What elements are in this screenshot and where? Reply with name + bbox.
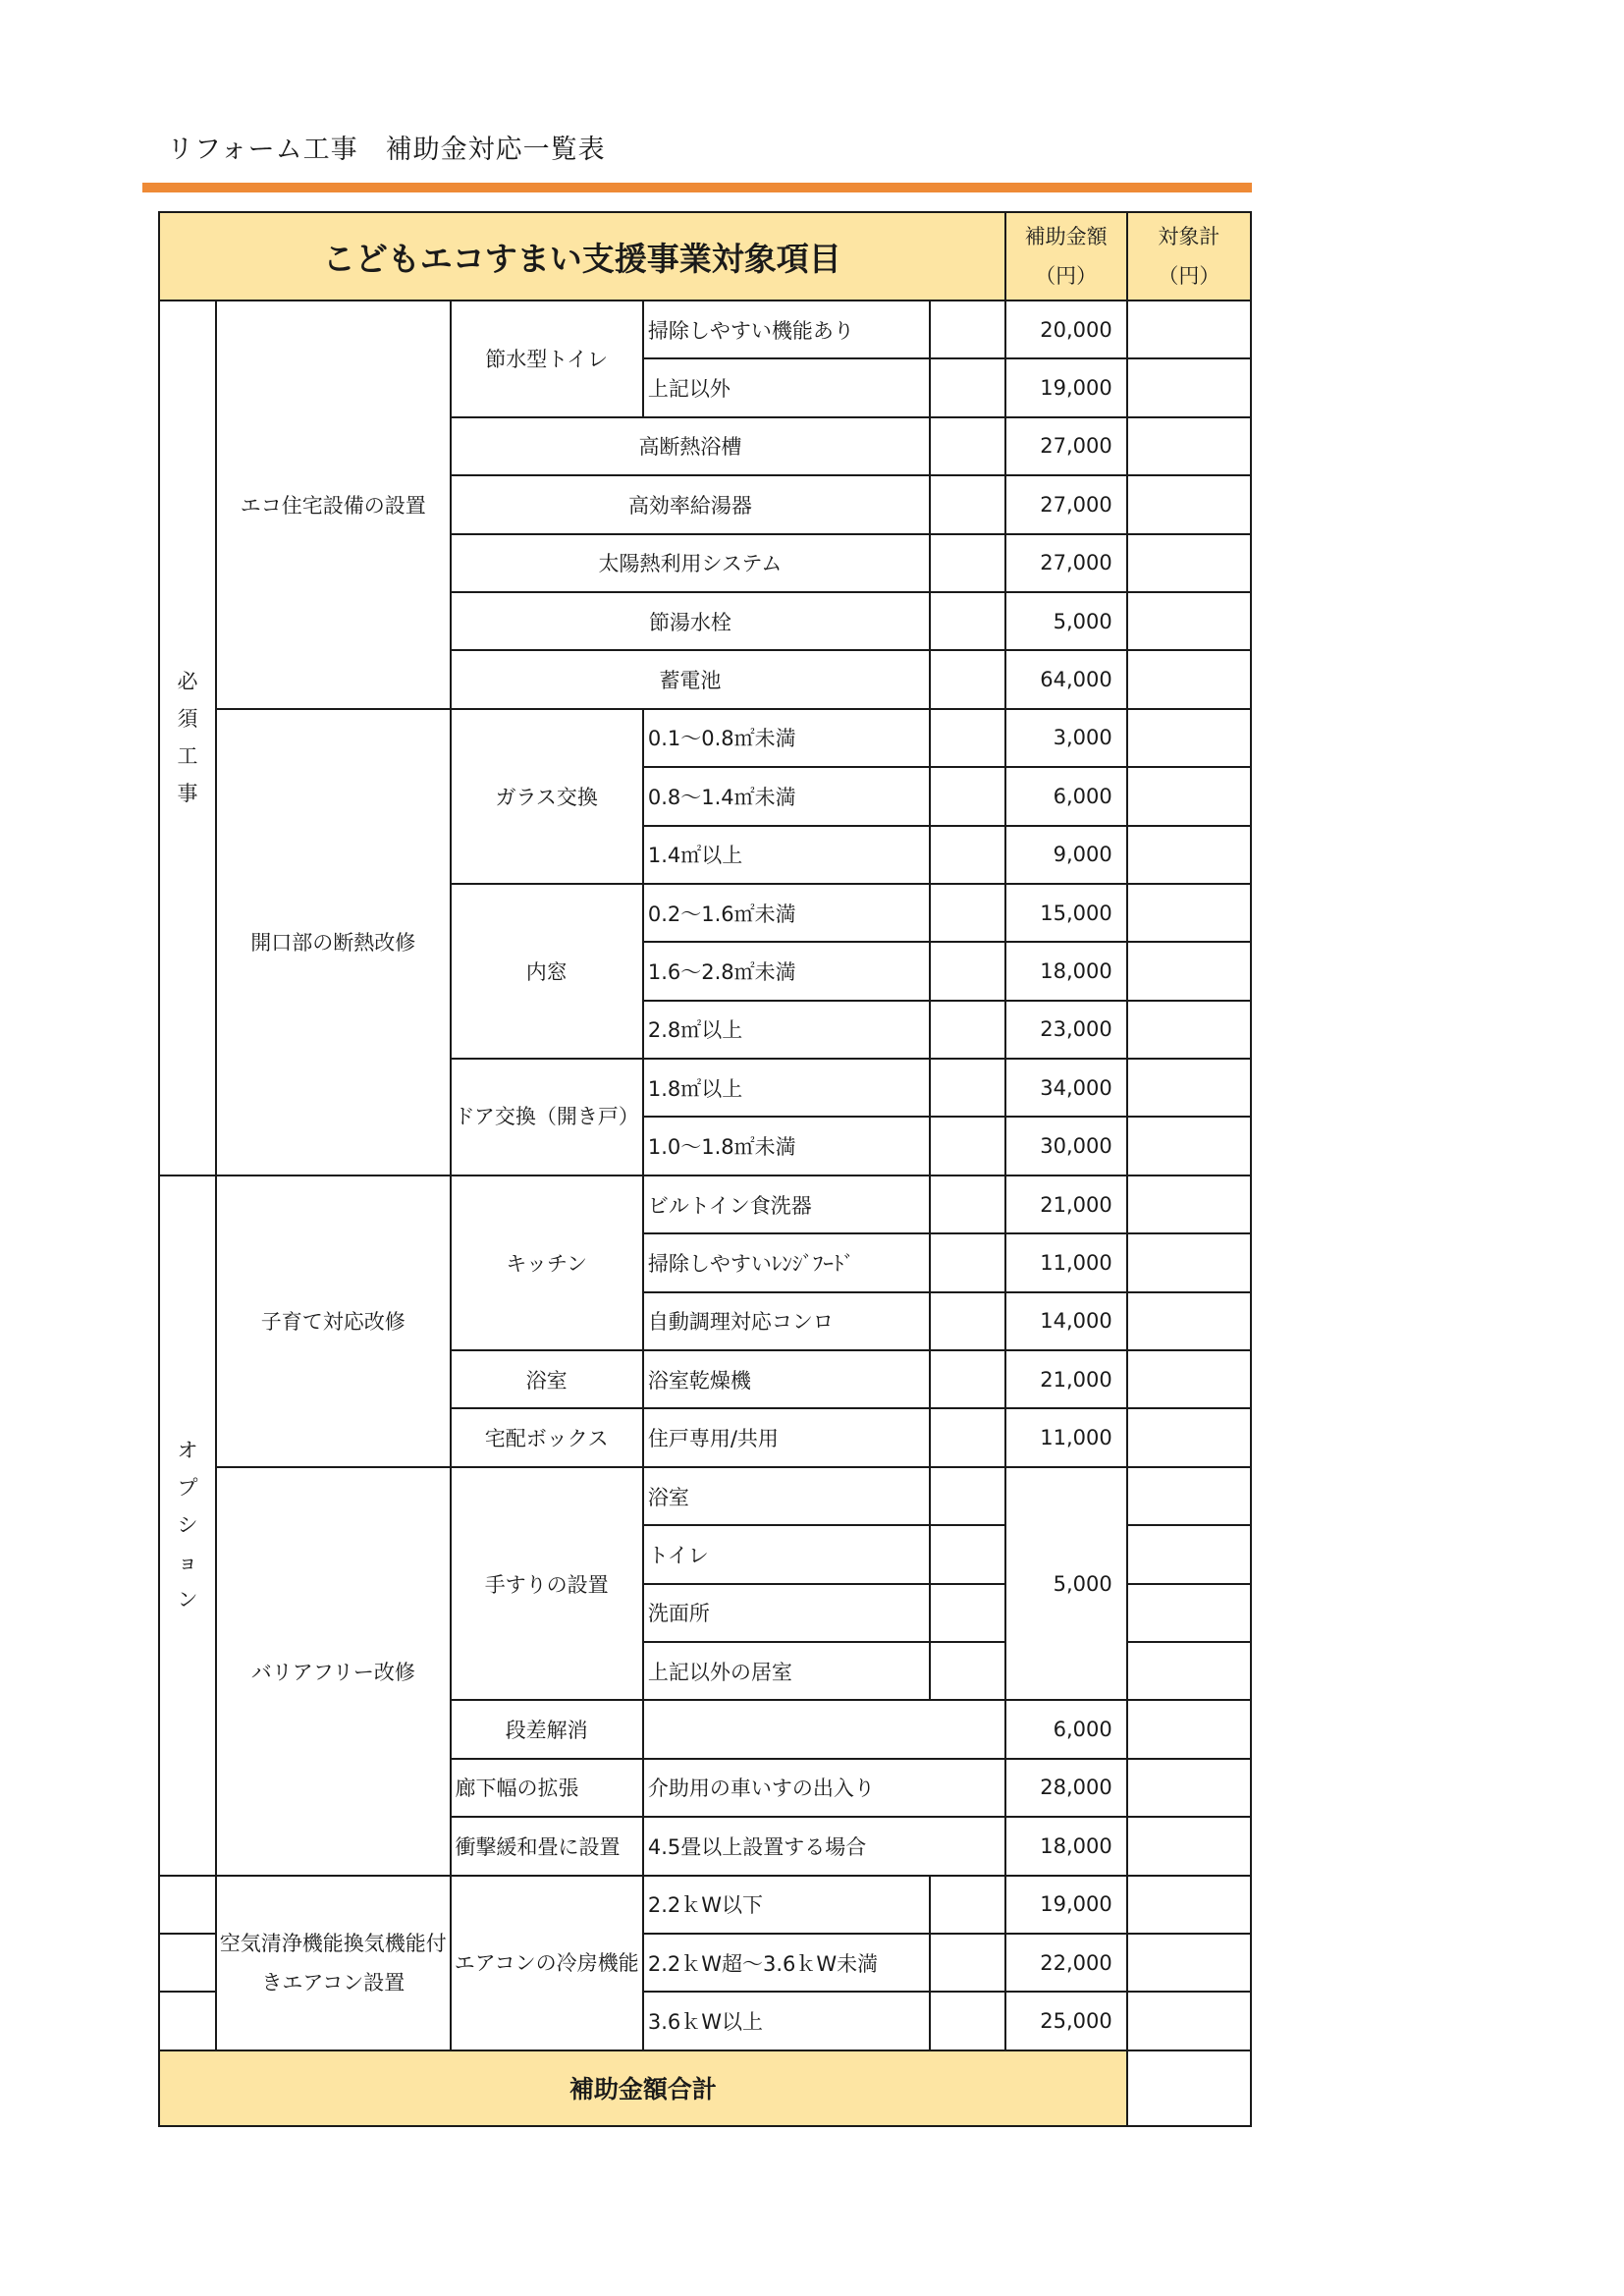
sub-kitchen-cell: キッチン xyxy=(451,1175,643,1350)
item-label: 洗面所 xyxy=(643,1584,931,1642)
total-input-cell[interactable] xyxy=(1127,1292,1251,1350)
amount-cell: 19,000 xyxy=(1005,1876,1127,1934)
blank-cell xyxy=(930,592,1004,650)
item-label: 1.8㎡以上 xyxy=(643,1059,931,1117)
blank-cell xyxy=(930,1233,1004,1291)
total-input-cell[interactable] xyxy=(1127,1350,1251,1408)
header-amount-unit: （円） xyxy=(1035,264,1098,288)
blank-cell xyxy=(930,475,1004,533)
blank-cell xyxy=(930,1292,1004,1350)
group-option-label: オプション xyxy=(177,1439,198,1613)
table-row xyxy=(159,1467,1251,1525)
amount-cell: 11,000 xyxy=(1005,1233,1127,1291)
item-label: 自動調理対応コンロ xyxy=(643,1292,931,1350)
total-input-cell[interactable] xyxy=(1127,301,1251,358)
total-input-cell[interactable] xyxy=(1127,1059,1251,1117)
amount-cell: 5,000 xyxy=(1005,1467,1127,1701)
check-cell[interactable] xyxy=(159,1934,216,1992)
item-label: 2.2ｋW超～3.6ｋW未満 xyxy=(643,1934,931,1992)
blank-cell xyxy=(930,767,1004,825)
blank-cell xyxy=(930,301,1004,358)
item-label: 0.8～1.4㎡未満 xyxy=(643,767,931,825)
table-row xyxy=(159,1876,1251,1934)
category-barrier-cell: バリアフリー改修 xyxy=(216,1467,450,1876)
category-child-cell: 子育て対応改修 xyxy=(216,1175,450,1467)
sub-aircon-cell: エアコンの冷房機能 xyxy=(451,1876,643,2050)
amount-cell: 22,000 xyxy=(1005,1934,1127,1992)
amount-cell: 18,000 xyxy=(1005,1817,1127,1875)
sub-door-cell: ドア交換（開き戸） xyxy=(451,1059,643,1175)
blank-cell xyxy=(930,1525,1004,1583)
item-label: 0.2～1.6㎡未満 xyxy=(643,884,931,942)
document-title: リフォーム工事 補助金対応一覧表 xyxy=(167,135,606,165)
item-label: 2.2ｋW以下 xyxy=(643,1876,931,1934)
total-input-cell[interactable] xyxy=(1127,709,1251,767)
item-label: 高断熱浴槽 xyxy=(451,417,931,475)
item-label: 1.0～1.8㎡未満 xyxy=(643,1117,931,1175)
table-row xyxy=(159,709,1251,767)
amount-cell: 21,000 xyxy=(1005,1175,1127,1233)
blank-cell xyxy=(930,1175,1004,1233)
total-input-cell[interactable] xyxy=(1127,1001,1251,1059)
amount-cell: 14,000 xyxy=(1005,1292,1127,1350)
item-label: 1.6～2.8㎡未満 xyxy=(643,942,931,1000)
blank-cell xyxy=(930,1467,1004,1525)
amount-cell: 11,000 xyxy=(1005,1408,1127,1466)
total-input-cell[interactable] xyxy=(1127,1233,1251,1291)
total-input-cell[interactable] xyxy=(1127,1525,1251,1583)
sub-step-cell: 段差解消 xyxy=(451,1700,643,1758)
amount-cell: 30,000 xyxy=(1005,1117,1127,1175)
check-cell[interactable] xyxy=(159,1992,216,2050)
group-option-cell xyxy=(159,1175,216,1876)
header-main-cell xyxy=(159,212,1005,301)
amount-cell: 27,000 xyxy=(1005,475,1127,533)
amount-cell: 9,000 xyxy=(1005,826,1127,884)
total-input-cell[interactable] xyxy=(1127,1759,1251,1817)
blank-cell xyxy=(930,358,1004,416)
sub-corridor-cell: 廊下幅の拡張 xyxy=(451,1759,643,1817)
total-input-cell[interactable] xyxy=(1127,1175,1251,1233)
blank-cell xyxy=(930,1350,1004,1408)
blank-cell xyxy=(643,1700,1005,1758)
item-label: 上記以外 xyxy=(643,358,931,416)
subsidy-table xyxy=(158,211,1252,2127)
amount-cell: 28,000 xyxy=(1005,1759,1127,1817)
total-input-cell[interactable] xyxy=(1127,1700,1251,1758)
header-amount-cell xyxy=(1005,212,1127,301)
grand-total-cell[interactable] xyxy=(1127,2050,1251,2126)
total-input-cell[interactable] xyxy=(1127,1934,1251,1992)
header-amount-label: 補助金額 xyxy=(1024,225,1108,248)
total-input-cell[interactable] xyxy=(1127,1992,1251,2050)
blank-cell xyxy=(930,1584,1004,1642)
item-label: 掃除しやすい機能あり xyxy=(643,301,931,358)
total-input-cell[interactable] xyxy=(1127,358,1251,416)
total-input-cell[interactable] xyxy=(1127,417,1251,475)
blank-cell xyxy=(930,1992,1004,2050)
check-cell[interactable] xyxy=(159,1876,216,1934)
total-input-cell[interactable] xyxy=(1127,1117,1251,1175)
header-total-label: 対象計 xyxy=(1158,225,1220,248)
title-underline xyxy=(142,183,1252,192)
blank-cell xyxy=(930,1408,1004,1466)
sub-handrail-cell: 手すりの設置 xyxy=(451,1467,643,1701)
footer-label-cell xyxy=(159,2050,1127,2126)
item-label: 太陽熱利用システム xyxy=(451,534,931,592)
total-input-cell[interactable] xyxy=(1127,475,1251,533)
amount-cell: 3,000 xyxy=(1005,709,1127,767)
amount-cell: 5,000 xyxy=(1005,592,1127,650)
group-required-cell xyxy=(159,301,216,1175)
total-input-cell[interactable] xyxy=(1127,942,1251,1000)
blank-cell xyxy=(930,1876,1004,1934)
group-required-label: 必須工事 xyxy=(177,670,198,806)
amount-cell: 25,000 xyxy=(1005,1992,1127,2050)
amount-cell: 6,000 xyxy=(1005,767,1127,825)
header-row xyxy=(159,212,1251,301)
table-row xyxy=(159,301,1251,358)
item-label: 0.1～0.8㎡未満 xyxy=(643,709,931,767)
header-total-unit: （円） xyxy=(1158,264,1220,288)
amount-cell: 15,000 xyxy=(1005,884,1127,942)
item-label: トイレ xyxy=(643,1525,931,1583)
blank-cell xyxy=(930,1001,1004,1059)
sub-shock-cell: 衝撃緩和畳に設置 xyxy=(451,1817,643,1875)
item-label: 浴室乾燥機 xyxy=(643,1350,931,1408)
footer-label: 補助金額合計 xyxy=(568,2075,717,2105)
item-label: 住戸専用/共用 xyxy=(643,1408,931,1466)
sub-delivery-cell: 宅配ボックス xyxy=(451,1408,643,1466)
total-input-cell[interactable] xyxy=(1127,884,1251,942)
total-input-cell[interactable] xyxy=(1127,534,1251,592)
sub-toilet-cell: 節水型トイレ xyxy=(451,301,643,417)
total-input-cell[interactable] xyxy=(1127,826,1251,884)
header-total-cell xyxy=(1127,212,1251,301)
table-row xyxy=(159,1175,1251,1233)
blank-cell xyxy=(930,1059,1004,1117)
blank-cell xyxy=(930,884,1004,942)
item-label: 4.5畳以上設置する場合 xyxy=(643,1817,1005,1875)
blank-cell xyxy=(930,826,1004,884)
total-input-cell[interactable] xyxy=(1127,1876,1251,1934)
total-input-cell[interactable] xyxy=(1127,1817,1251,1875)
amount-cell: 6,000 xyxy=(1005,1700,1127,1758)
item-label: 1.4㎡以上 xyxy=(643,826,931,884)
amount-cell: 34,000 xyxy=(1005,1059,1127,1117)
total-input-cell[interactable] xyxy=(1127,1584,1251,1642)
amount-cell: 27,000 xyxy=(1005,534,1127,592)
blank-cell xyxy=(930,942,1004,1000)
item-label: 高効率給湯器 xyxy=(451,475,931,533)
item-label: 上記以外の居室 xyxy=(643,1642,931,1700)
footer-row xyxy=(159,2050,1251,2126)
total-input-cell[interactable] xyxy=(1127,1467,1251,1525)
blank-cell xyxy=(930,1117,1004,1175)
total-input-cell[interactable] xyxy=(1127,650,1251,708)
sub-inner-cell: 内窓 xyxy=(451,884,643,1059)
total-input-cell[interactable] xyxy=(1127,1408,1251,1466)
category-opening-cell: 開口部の断熱改修 xyxy=(216,709,450,1175)
total-input-cell[interactable] xyxy=(1127,767,1251,825)
blank-cell xyxy=(930,650,1004,708)
sub-bath-cell: 浴室 xyxy=(451,1350,643,1408)
category-aircon-cell: 空気清浄機能換気機能付きエアコン設置 xyxy=(216,1876,450,2050)
blank-cell xyxy=(930,534,1004,592)
item-label: 3.6ｋW以上 xyxy=(643,1992,931,2050)
category-eco-cell: エコ住宅設備の設置 xyxy=(216,301,450,709)
item-label: 節湯水栓 xyxy=(451,592,931,650)
item-label: ビルトイン食洗器 xyxy=(643,1175,931,1233)
amount-cell: 23,000 xyxy=(1005,1001,1127,1059)
blank-cell xyxy=(930,1642,1004,1700)
amount-cell: 64,000 xyxy=(1005,650,1127,708)
item-label: 蓄電池 xyxy=(451,650,931,708)
item-label: 2.8㎡以上 xyxy=(643,1001,931,1059)
sub-glass-cell: ガラス交換 xyxy=(451,709,643,884)
amount-cell: 20,000 xyxy=(1005,301,1127,358)
blank-cell xyxy=(930,709,1004,767)
amount-cell: 18,000 xyxy=(1005,942,1127,1000)
item-label: 浴室 xyxy=(643,1467,931,1525)
blank-cell xyxy=(930,417,1004,475)
amount-cell: 21,000 xyxy=(1005,1350,1127,1408)
total-input-cell[interactable] xyxy=(1127,592,1251,650)
item-label: 掃除しやすいﾚﾝｼﾞﾌｰﾄﾞ xyxy=(643,1233,931,1291)
total-input-cell[interactable] xyxy=(1127,1642,1251,1700)
header-main-label: こどもエコすまい支援事業対象項目 xyxy=(322,239,841,278)
item-label: 介助用の車いすの出入り xyxy=(643,1759,1005,1817)
blank-cell xyxy=(930,1934,1004,1992)
amount-cell: 19,000 xyxy=(1005,358,1127,416)
amount-cell: 27,000 xyxy=(1005,417,1127,475)
